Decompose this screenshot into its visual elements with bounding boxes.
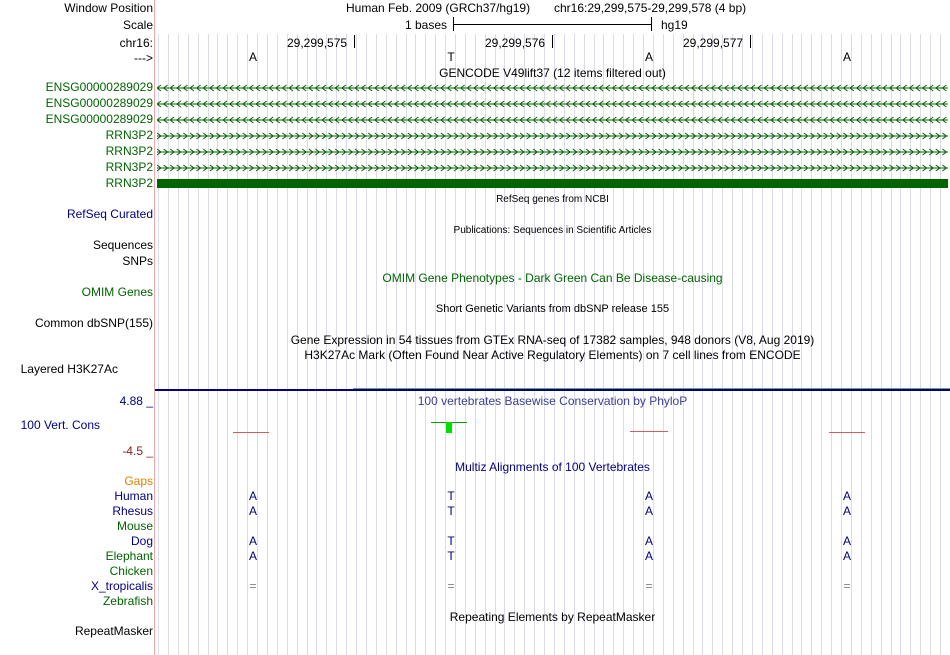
gene-label-ensg-2[interactable]: ENSG00000289029 bbox=[45, 96, 153, 110]
coord-label-1: 29,299,575 bbox=[287, 36, 348, 50]
h3k27-label[interactable]: Layered H3K27Ac bbox=[20, 362, 118, 376]
scale-bar-end bbox=[651, 17, 652, 31]
coord-tick-3 bbox=[750, 35, 751, 48]
phylop-title: 100 vertebrates Basewise Conservation by PhyloP bbox=[417, 394, 688, 408]
phylop-bar-2 bbox=[446, 422, 452, 433]
elephant-label[interactable]: Elephant bbox=[105, 549, 153, 563]
elephant-base-3: A bbox=[644, 549, 653, 563]
phylop-bar-3 bbox=[630, 431, 668, 432]
rhesus-base-2: T bbox=[447, 504, 455, 518]
snps-label[interactable]: SNPs bbox=[122, 254, 153, 268]
dog-base-3: A bbox=[644, 534, 653, 548]
gene-arrows-rrn3p2-1[interactable] bbox=[157, 132, 948, 140]
h3k27-title: H3K27Ac Mark (Often Found Near Active Regulatory Elements) on 7 cell lines from ENCODE bbox=[304, 348, 801, 362]
rhesus-label[interactable]: Rhesus bbox=[112, 504, 153, 518]
human-base-4: A bbox=[842, 489, 851, 503]
human-label[interactable]: Human bbox=[114, 489, 153, 503]
elephant-base-1: A bbox=[248, 549, 257, 563]
cons-max-label: 4.88 _ bbox=[119, 394, 153, 408]
gene-arrows-ensg-2[interactable] bbox=[157, 100, 948, 108]
gtex-title: Gene Expression in 54 tissues from GTEx RNA-seq of 17382 samples, 948 donors (V8, Aug 2019) bbox=[290, 333, 815, 347]
xtrop-base-4: = bbox=[843, 579, 851, 593]
assembly-title: Human Feb. 2009 (GRCh37/hg19) bbox=[346, 1, 531, 15]
xtrop-base-2: = bbox=[447, 579, 455, 593]
mouse-label[interactable]: Mouse bbox=[116, 519, 153, 533]
gene-label-rrn3p2-1[interactable]: RRN3P2 bbox=[105, 128, 153, 142]
phylop-bar-4 bbox=[829, 432, 865, 433]
xtrop-base-3: = bbox=[645, 579, 653, 593]
multiz-title: Multiz Alignments of 100 Vertebrates bbox=[455, 460, 650, 474]
h3k27-signal-secondary bbox=[353, 388, 950, 389]
human-base-3: A bbox=[644, 489, 653, 503]
ref-base-1: A bbox=[248, 50, 257, 64]
rhesus-base-4: A bbox=[842, 504, 851, 518]
publications-title: Publications: Sequences in Scientific Articles bbox=[453, 225, 652, 236]
gaps-label[interactable]: Gaps bbox=[124, 474, 153, 488]
human-base-2: T bbox=[447, 489, 455, 503]
scale-label[interactable]: Scale bbox=[122, 18, 153, 32]
dog-label[interactable]: Dog bbox=[130, 534, 153, 548]
gene-label-rrn3p2-2[interactable]: RRN3P2 bbox=[105, 144, 153, 158]
track-labels bbox=[0, 0, 155, 655]
elephant-base-2: T bbox=[447, 549, 455, 563]
h3k27-signal-line[interactable] bbox=[155, 389, 950, 391]
xtrop-label[interactable]: X_tropicalis bbox=[90, 579, 153, 593]
gene-label-rrn3p2-4[interactable]: RRN3P2 bbox=[105, 176, 153, 190]
coord-tick-1 bbox=[354, 35, 355, 48]
rhesus-base-1: A bbox=[248, 504, 257, 518]
scale-db: hg19 bbox=[661, 18, 688, 32]
ref-base-2: T bbox=[447, 50, 455, 64]
phylop-bar-1 bbox=[233, 432, 269, 433]
repeatmasker-label[interactable]: RepeatMasker bbox=[74, 624, 153, 638]
scale-bar bbox=[453, 24, 651, 25]
coord-label-3: 29,299,577 bbox=[683, 36, 744, 50]
zebrafish-label[interactable]: Zebrafish bbox=[102, 594, 153, 608]
dog-base-4: A bbox=[842, 534, 851, 548]
xtrop-base-1: = bbox=[249, 579, 257, 593]
gene-label-ensg-1[interactable]: ENSG00000289029 bbox=[45, 80, 153, 94]
chrom-label[interactable]: chr16: bbox=[119, 36, 153, 50]
chicken-label[interactable]: Chicken bbox=[109, 564, 153, 578]
gene-exon-rrn3p2-4[interactable] bbox=[157, 179, 948, 188]
repeatmasker-title: Repeating Elements by RepeatMasker bbox=[449, 610, 656, 624]
gene-arrows-rrn3p2-3[interactable] bbox=[157, 164, 948, 172]
human-base-1: A bbox=[248, 489, 257, 503]
gene-label-rrn3p2-3[interactable]: RRN3P2 bbox=[105, 160, 153, 174]
track-image[interactable] bbox=[155, 0, 950, 655]
dog-base-1: A bbox=[248, 534, 257, 548]
dbsnp-label[interactable]: Common dbSNP(155) bbox=[34, 316, 153, 330]
dog-base-2: T bbox=[447, 534, 455, 548]
omim-label[interactable]: OMIM Genes bbox=[81, 285, 153, 299]
cons-label[interactable]: 100 Vert. Cons bbox=[20, 418, 100, 432]
sequences-label[interactable]: Sequences bbox=[92, 238, 153, 252]
gene-arrows-rrn3p2-2[interactable] bbox=[157, 148, 948, 156]
ref-base-3: A bbox=[644, 50, 653, 64]
gene-arrows-ensg-3[interactable] bbox=[157, 116, 948, 124]
ref-base-4: A bbox=[842, 50, 851, 64]
gencode-title: GENCODE V49lift37 (12 items filtered out) bbox=[439, 66, 666, 80]
rhesus-base-3: A bbox=[644, 504, 653, 518]
omim-title: OMIM Gene Phenotypes - Dark Green Can Be Disease-causing bbox=[382, 271, 723, 285]
gene-label-ensg-3[interactable]: ENSG00000289029 bbox=[45, 112, 153, 126]
refseq-title: RefSeq genes from NCBI bbox=[496, 194, 609, 205]
coord-tick-2 bbox=[552, 35, 553, 48]
elephant-base-4: A bbox=[842, 549, 851, 563]
dbsnp-title: Short Genetic Variants from dbSNP release 155 bbox=[435, 303, 670, 315]
gene-arrows-ensg-1[interactable] bbox=[157, 84, 948, 92]
window-position-label: Window Position bbox=[64, 1, 153, 15]
cons-min-label: -4.5 _ bbox=[122, 444, 153, 458]
position-readout: chr16:29,299,575-29,299,578 (4 bp) bbox=[554, 1, 747, 15]
coord-label-2: 29,299,576 bbox=[485, 36, 546, 50]
strand-label[interactable]: ---> bbox=[134, 51, 153, 65]
refseq-label[interactable]: RefSeq Curated bbox=[66, 207, 153, 221]
scale-text: 1 bases bbox=[405, 18, 448, 32]
